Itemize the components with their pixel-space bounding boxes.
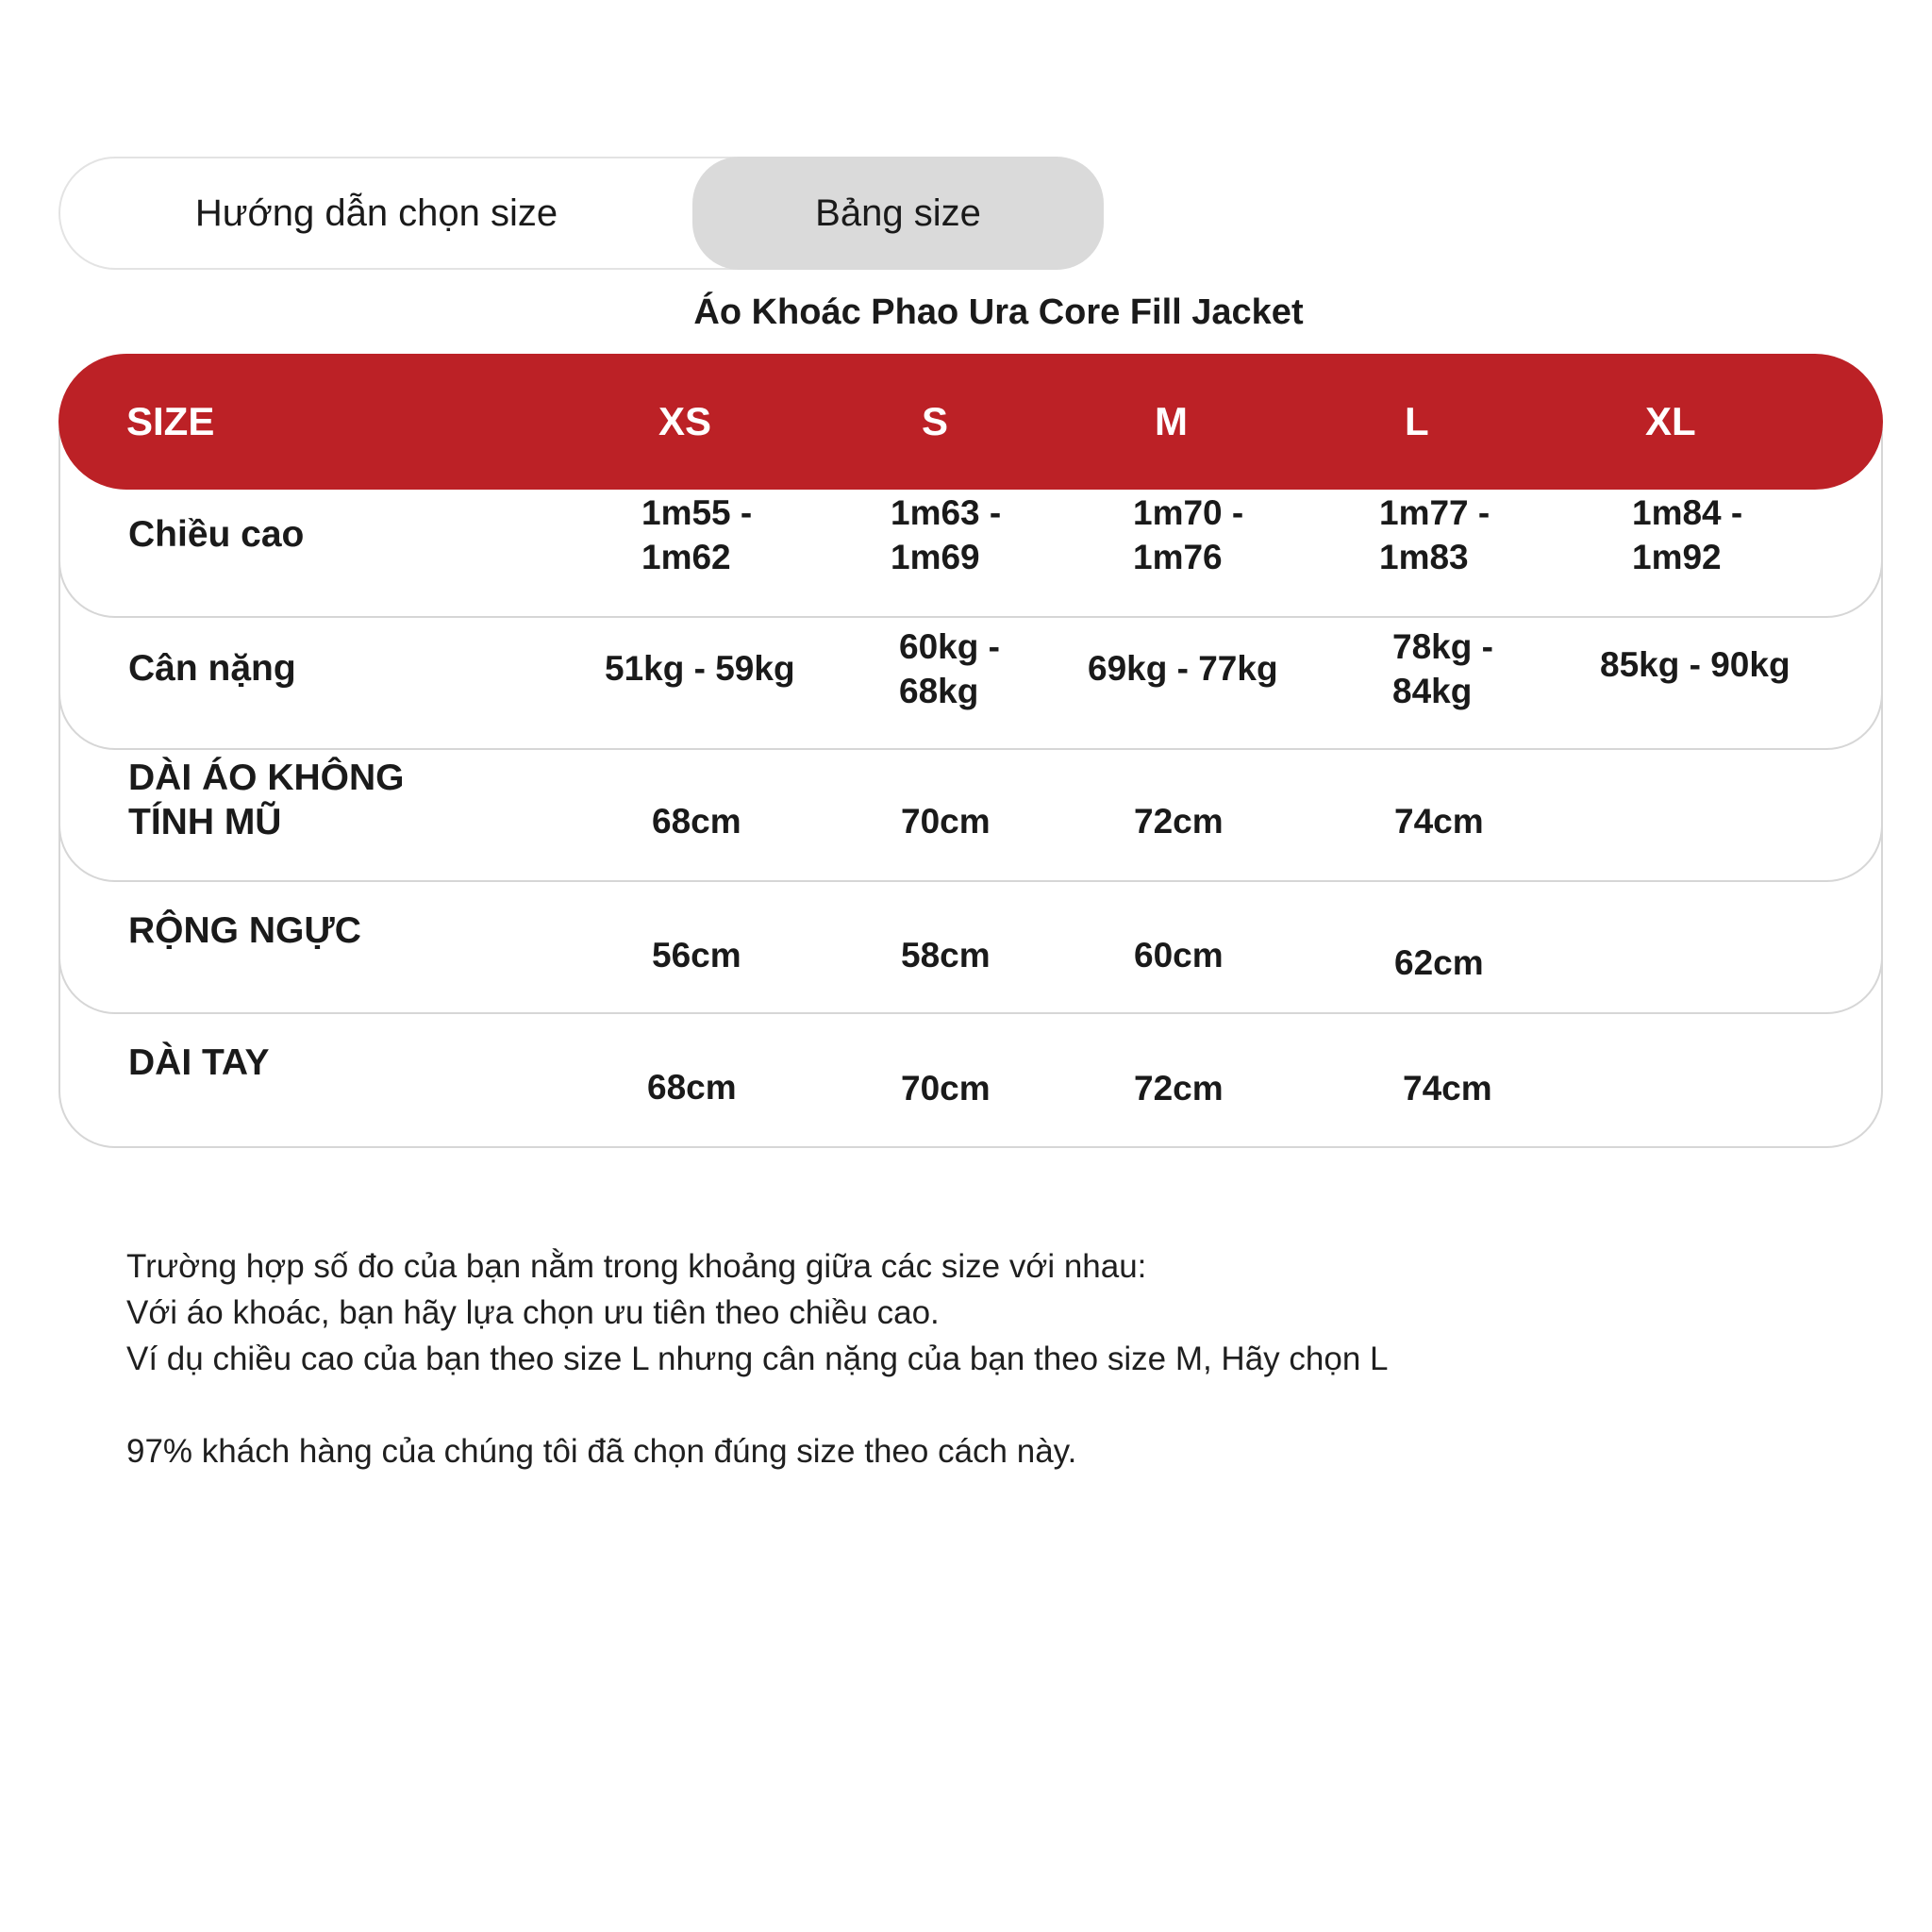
chest-s: 58cm xyxy=(901,936,991,974)
header-size-xl: XL xyxy=(1645,399,1696,443)
product-title: Áo Khoác Phao Ura Core Fill Jacket xyxy=(693,292,1304,332)
tab-size-table[interactable]: Bảng size xyxy=(692,157,1104,270)
header-size-l: L xyxy=(1405,399,1429,443)
weight-xl: 85kg - 90kg xyxy=(1600,645,1790,684)
header-size-s: S xyxy=(922,399,949,443)
tab-size-guide[interactable]: Hướng dẫn chọn size xyxy=(194,192,558,234)
row-label-height: Chiều cao xyxy=(128,514,305,555)
length-m: 72cm xyxy=(1134,802,1224,841)
note-line: Trường hợp số đo của bạn nằm trong khoảng giữa các size với nhau: xyxy=(126,1248,1147,1285)
header-size-m: M xyxy=(1155,399,1188,443)
row-label-length: DÀI ÁO KHÔNG TÍNH MŨ xyxy=(128,758,405,842)
note-line: 97% khách hàng của chúng tôi đã chọn đúng size theo cách này. xyxy=(126,1433,1077,1470)
length-s: 70cm xyxy=(901,802,991,841)
size-table xyxy=(58,354,1883,1148)
table-header xyxy=(58,354,1883,490)
size-tabs xyxy=(58,157,1102,270)
height-m: 1m70 - 1m76 xyxy=(1133,493,1244,576)
row-label-sleeve: DÀI TAY xyxy=(128,1042,270,1083)
sleeve-l: 74cm xyxy=(1403,1069,1492,1108)
header-size-label: SIZE xyxy=(126,399,215,443)
chest-l: 62cm xyxy=(1394,943,1484,982)
height-l: 1m77 - 1m83 xyxy=(1379,493,1491,576)
header-size-xs: XS xyxy=(658,399,712,443)
chest-m: 60cm xyxy=(1134,936,1224,974)
chest-xs: 56cm xyxy=(652,936,741,974)
length-l: 74cm xyxy=(1394,802,1484,841)
note-line: Ví dụ chiều cao của bạn theo size L nhưng cân nặng của bạn theo size M, Hãy chọn L xyxy=(126,1341,1389,1377)
height-s: 1m63 - 1m69 xyxy=(891,493,1002,576)
size-notes xyxy=(126,1243,1388,1474)
sleeve-xs: 68cm xyxy=(647,1068,737,1107)
weight-l: 78kg - 84kg xyxy=(1392,627,1493,710)
height-xs: 1m55 - 1m62 xyxy=(641,493,753,576)
row-label-chest: RỘNG NGỰC xyxy=(128,910,361,951)
weight-s: 60kg - 68kg xyxy=(899,627,1000,710)
height-xl: 1m84 - 1m92 xyxy=(1632,493,1743,576)
row-label-weight: Cân nặng xyxy=(128,648,296,689)
sleeve-s: 70cm xyxy=(901,1069,991,1108)
weight-xs: 51kg - 59kg xyxy=(605,649,795,688)
note-line: Với áo khoác, bạn hãy lựa chọn ưu tiên theo chiều cao. xyxy=(126,1294,940,1331)
sleeve-m: 72cm xyxy=(1134,1069,1224,1108)
weight-m: 69kg - 77kg xyxy=(1088,649,1278,688)
length-xs: 68cm xyxy=(652,802,741,841)
